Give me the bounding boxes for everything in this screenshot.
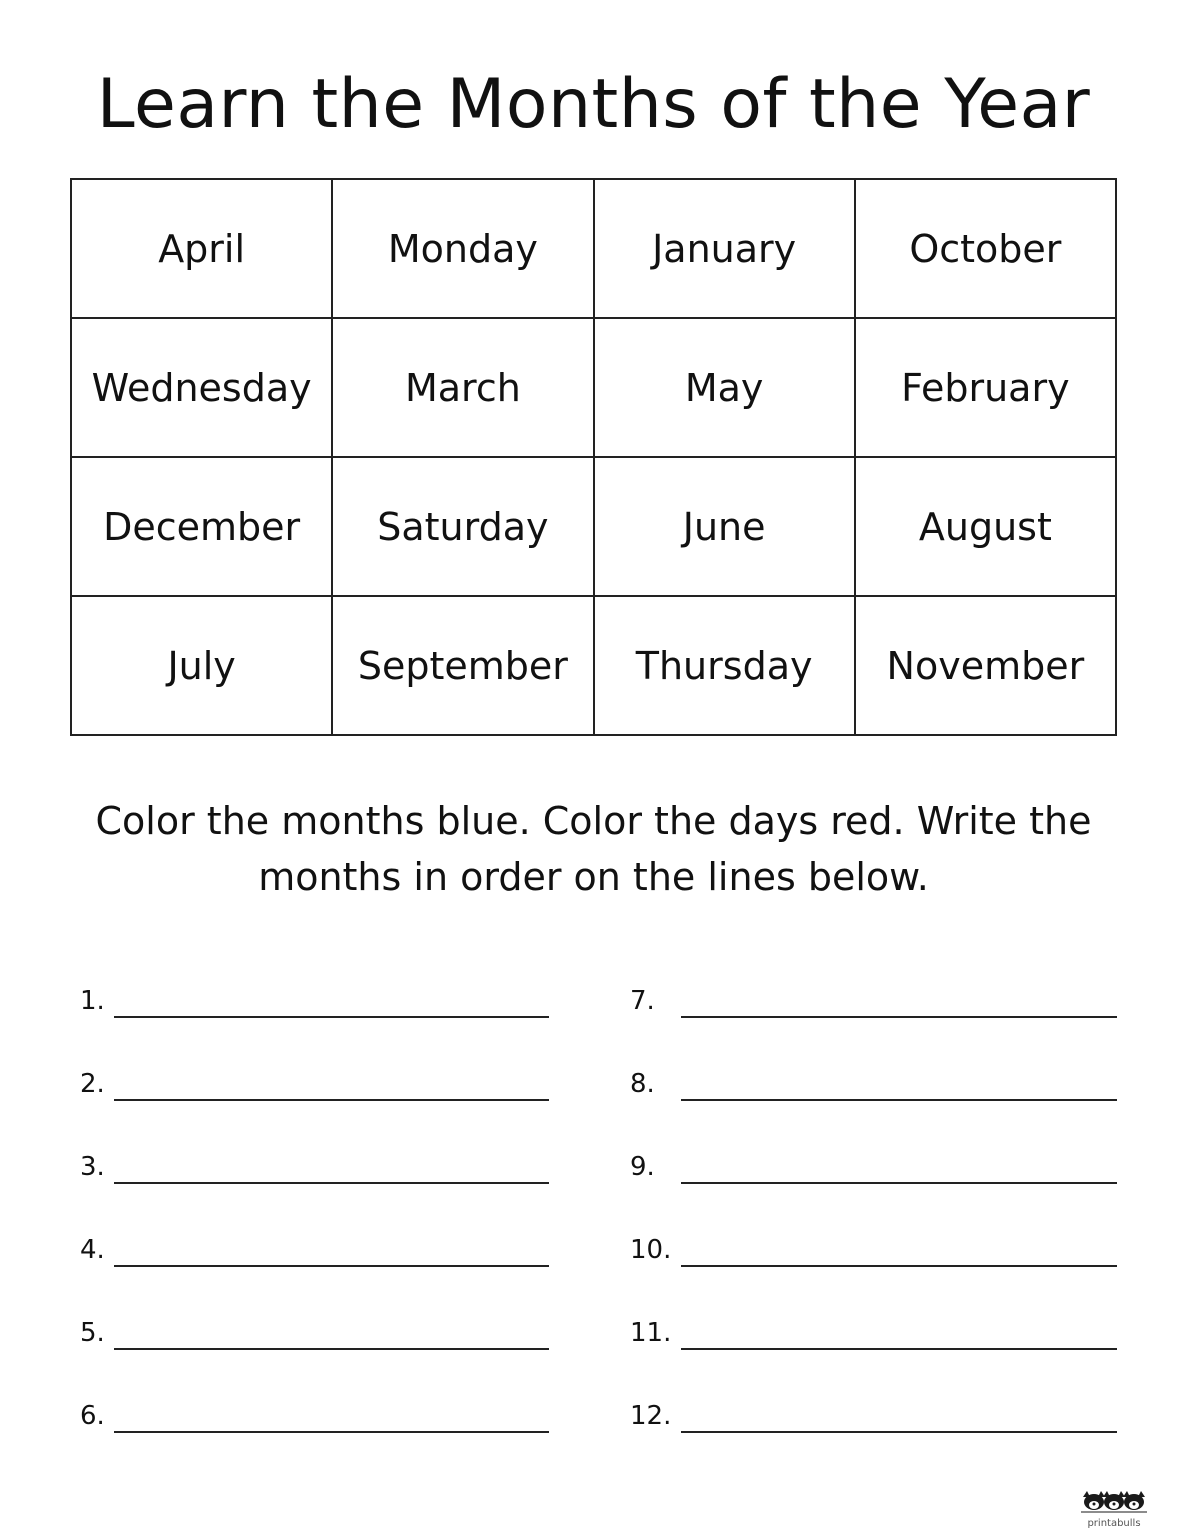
grid-cell[interactable]: December <box>71 457 332 596</box>
answer-line[interactable] <box>80 1310 550 1350</box>
instructions-line-1: Color the months blue. Color the days red. Write the <box>95 799 1092 843</box>
writing-line[interactable] <box>114 1431 549 1433</box>
writing-line[interactable] <box>114 1016 549 1018</box>
writing-line[interactable] <box>114 1348 549 1350</box>
answer-number: 10. <box>630 1235 672 1265</box>
answer-number: 5. <box>80 1318 105 1348</box>
grid-row <box>71 457 1116 596</box>
writing-line[interactable] <box>681 1016 1117 1018</box>
grid-cell[interactable]: July <box>71 596 332 735</box>
answer-number: 8. <box>630 1069 655 1099</box>
bulldog-icon <box>1077 1487 1151 1515</box>
grid-cell[interactable]: September <box>332 596 593 735</box>
grid-cell[interactable]: March <box>332 318 593 457</box>
grid-cell[interactable]: Saturday <box>332 457 593 596</box>
answer-number: 11. <box>630 1318 672 1348</box>
writing-line[interactable] <box>681 1099 1117 1101</box>
grid-row <box>71 179 1116 318</box>
writing-line[interactable] <box>114 1182 549 1184</box>
grid-cell[interactable]: February <box>855 318 1116 457</box>
answer-line[interactable] <box>630 1310 1117 1350</box>
writing-line[interactable] <box>681 1265 1117 1267</box>
grid-row <box>71 596 1116 735</box>
page-title: Learn the Months of the Year <box>96 65 1091 144</box>
grid-row <box>71 318 1116 457</box>
answer-number: 9. <box>630 1152 655 1182</box>
writing-line[interactable] <box>681 1431 1117 1433</box>
answer-line[interactable] <box>80 1227 550 1267</box>
grid-cell[interactable]: October <box>855 179 1116 318</box>
grid-cell[interactable]: June <box>594 457 855 596</box>
answer-line[interactable] <box>80 1144 550 1184</box>
word-grid <box>70 178 1117 736</box>
answer-number: 3. <box>80 1152 105 1182</box>
answer-line[interactable] <box>630 1144 1117 1184</box>
grid-cell[interactable]: January <box>594 179 855 318</box>
answer-number: 4. <box>80 1235 105 1265</box>
instructions-line-2: months in order on the lines below. <box>258 855 929 899</box>
grid-cell[interactable]: Monday <box>332 179 593 318</box>
grid-cell[interactable]: November <box>855 596 1116 735</box>
answer-number: 7. <box>630 986 655 1016</box>
grid-cell[interactable]: May <box>594 318 855 457</box>
answer-number: 12. <box>630 1401 672 1431</box>
grid-cell[interactable]: August <box>855 457 1116 596</box>
answer-line[interactable] <box>630 1061 1117 1101</box>
grid-cell[interactable]: Thursday <box>594 596 855 735</box>
answer-line[interactable] <box>630 1227 1117 1267</box>
writing-line[interactable] <box>681 1348 1117 1350</box>
writing-line[interactable] <box>681 1182 1117 1184</box>
grid-cell[interactable]: April <box>71 179 332 318</box>
writing-line[interactable] <box>114 1265 549 1267</box>
answer-number: 1. <box>80 986 105 1016</box>
answer-line[interactable] <box>80 978 550 1018</box>
answer-line[interactable] <box>80 1393 550 1433</box>
grid-cell[interactable]: Wednesday <box>71 318 332 457</box>
answer-number: 2. <box>80 1069 105 1099</box>
writing-line[interactable] <box>114 1099 549 1101</box>
answer-line[interactable] <box>630 978 1117 1018</box>
answer-line[interactable] <box>80 1061 550 1101</box>
answer-number: 6. <box>80 1401 105 1431</box>
printabulls-logo <box>1077 1487 1151 1529</box>
answer-line[interactable] <box>630 1393 1117 1433</box>
logo-text: printabulls <box>1087 1518 1141 1529</box>
instructions <box>60 793 1127 905</box>
